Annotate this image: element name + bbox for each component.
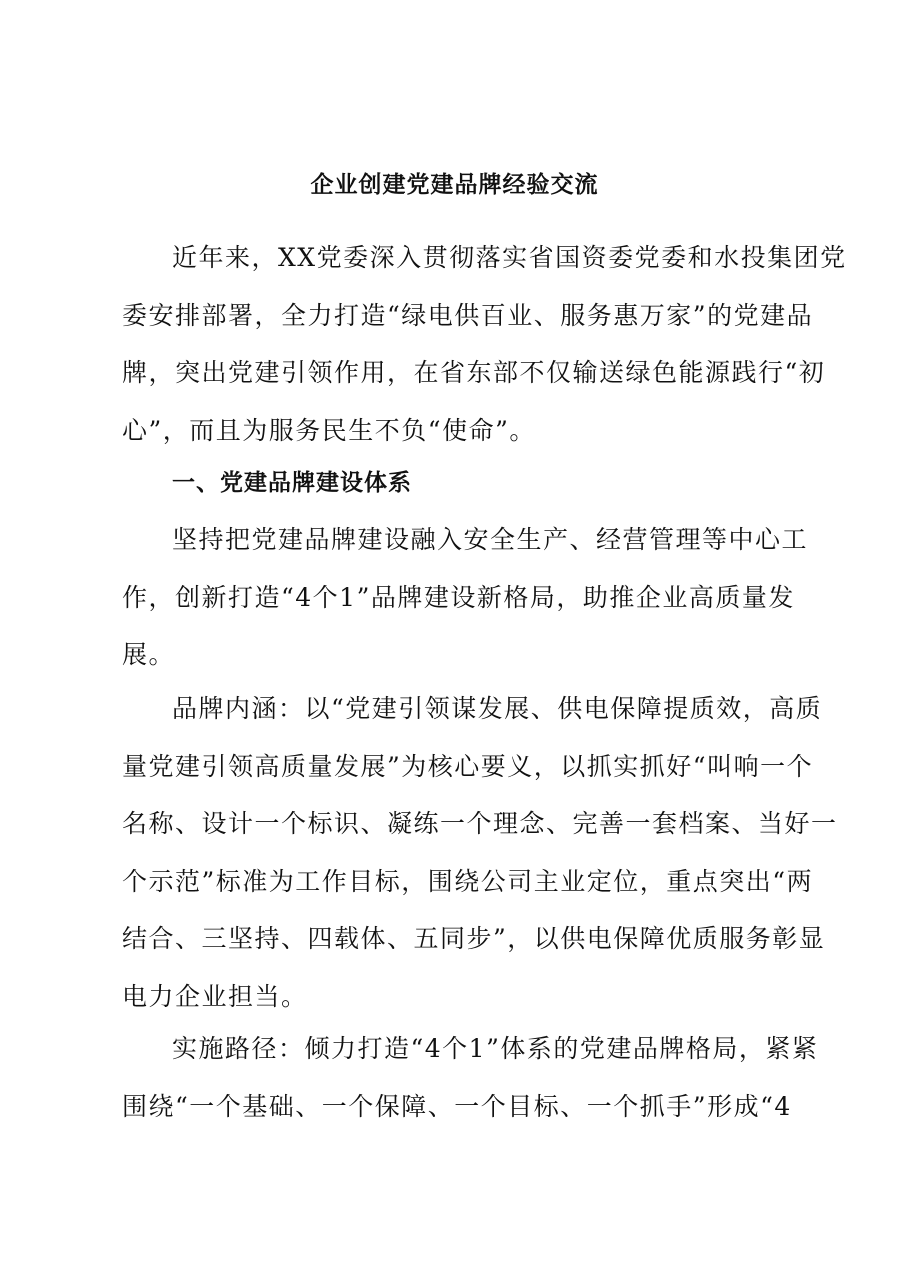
paragraph-line: 心”，而且为服务民生不负“使命”。 xyxy=(122,415,536,445)
paragraph-line: 品牌内涵：以“党建引领谋发展、供电保障提质效，高质 xyxy=(172,694,823,723)
paragraph-line: 量党建引领高质量发展”为核心要义，以抓实抓好“叫响一个 xyxy=(122,751,814,781)
paragraph-line: 展。 xyxy=(122,640,176,669)
paragraph-line: 电力企业担当。 xyxy=(122,981,308,1011)
paragraph-line: 委安排部署，全力打造“绿电供百业、服务惠万家”的党建品 xyxy=(122,300,814,330)
paragraph-line: 名称、设计一个标识、凝练一个理念、完善一套档案、当好一 xyxy=(122,809,838,838)
paragraph-line: 个示范”标准为工作目标，围绕公司主业定位，重点突出“两 xyxy=(122,866,814,896)
intro-paragraph xyxy=(122,229,847,459)
paragraph-line: 牌，突出党建引领作用，在省东部不仅输送绿色能源践行“初 xyxy=(122,358,826,387)
paragraph-line: 围绕“一个基础、一个保障、一个目标、一个抓手”形成“4 xyxy=(122,1091,792,1121)
section-paragraph xyxy=(122,511,809,684)
implementation-path-paragraph xyxy=(122,1020,819,1135)
paragraph-line: 近年来，XX党委深入贯彻落实省国资委党委和水投集团党 xyxy=(172,243,847,272)
paragraph-line: 坚持把党建品牌建设融入安全生产、经营管理等中心工 xyxy=(172,525,809,554)
section-heading: 一、党建品牌建设体系 xyxy=(172,470,412,496)
paragraph-line: 结合、三坚持、四载体、五同步”，以供电保障优质服务彰显 xyxy=(122,924,826,953)
paragraph-line: 实施路径：倾力打造“4个1”体系的党建品牌格局，紧紧 xyxy=(172,1034,819,1063)
document-title: 企业创建党建品牌经验交流 xyxy=(310,171,599,198)
paragraph-line: 作，创新打造“4个1”品牌建设新格局，助推企业高质量发 xyxy=(122,582,795,612)
brand-connotation-paragraph xyxy=(122,680,838,1025)
